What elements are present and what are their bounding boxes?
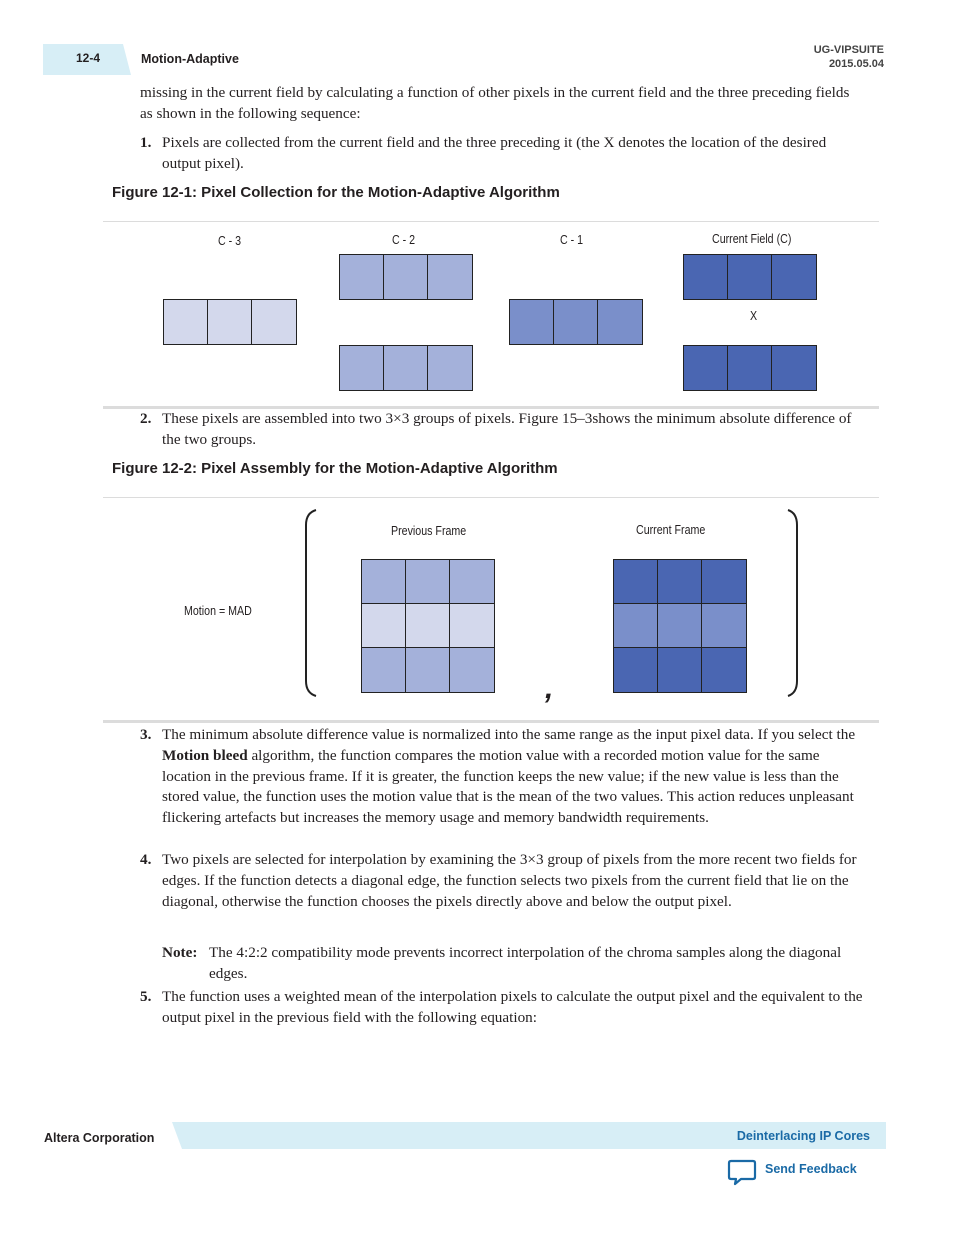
- figure-2-top-rule: [103, 497, 879, 498]
- step-number: 4.: [140, 851, 152, 868]
- feedback-icon[interactable]: [727, 1158, 757, 1186]
- pixel: [362, 604, 406, 648]
- step-1: [140, 133, 870, 175]
- separator-comma: ,: [545, 672, 554, 705]
- pixel: [554, 300, 598, 344]
- chapter-link[interactable]: Deinterlacing IP Cores: [736, 1129, 870, 1143]
- pixel: [614, 648, 658, 692]
- pixel: [658, 648, 702, 692]
- section-title: Motion-Adaptive: [141, 52, 239, 66]
- figure-1-title: Figure 12-1: Pixel Collection for the Motion-Adaptive Algorithm: [112, 184, 560, 201]
- step-text: These pixels are assembled into two 3×3 groups of pixels. Figure 15–3shows the minimum absolute difference of the two groups.: [162, 410, 852, 448]
- pixel: [428, 255, 472, 299]
- pixel: [406, 560, 450, 604]
- step-number: 1.: [140, 134, 152, 151]
- motion-mad-label: Motion = MAD: [184, 603, 252, 618]
- pixel: [702, 560, 746, 604]
- note: [162, 943, 867, 985]
- step-number: 3.: [140, 726, 152, 743]
- pixel: [598, 300, 642, 344]
- current-pixel-row-top: [683, 254, 817, 300]
- current-frame-label: Current Frame: [636, 522, 706, 537]
- label-x: X: [750, 308, 758, 323]
- doc-id: UG-VIPSUITE: [813, 44, 884, 56]
- pixel: [510, 300, 554, 344]
- pixel: [252, 300, 296, 344]
- pixel: [450, 560, 494, 604]
- previous-frame-label: Previous Frame: [391, 523, 467, 538]
- motion-bleed-term: Motion bleed: [162, 746, 248, 764]
- pixel: [362, 648, 406, 692]
- pixel: [684, 346, 728, 390]
- c2-pixel-row-bottom: [339, 345, 473, 391]
- doc-date: 2015.05.04: [828, 58, 884, 70]
- step-3: [140, 725, 870, 851]
- note-text: The 4:2:2 compatibility mode prevents incorrect interpolation of the chroma samples along the diagonal edges.: [209, 944, 842, 982]
- pixel: [702, 604, 746, 648]
- pixel: [658, 604, 702, 648]
- pixel: [406, 604, 450, 648]
- pixel: [702, 648, 746, 692]
- step-5: [140, 987, 870, 1029]
- step-4: [140, 850, 870, 934]
- doc-info: [814, 43, 884, 71]
- pixel: [362, 560, 406, 604]
- step-text: Two pixels are selected for interpolation by examining the 3×3 group of pixels from the more recent two fields for edges. If the function detects a diagonal edge, the function selects two pixels from the current field that lie on the diagonal, otherwise the function chooses the pixels directly above and below the output pixel.: [162, 851, 857, 910]
- pixel: [428, 346, 472, 390]
- pixel: [384, 255, 428, 299]
- pixel: [384, 346, 428, 390]
- send-feedback-link[interactable]: Send Feedback: [765, 1162, 857, 1176]
- pixel: [614, 560, 658, 604]
- c2-pixel-row-top: [339, 254, 473, 300]
- pixel: [728, 346, 772, 390]
- intro-paragraph: missing in the current field by calculating a function of other pixels in the current field and the three preceding fields as shown in the following sequence:: [140, 84, 850, 122]
- step-2: [140, 409, 870, 451]
- pixel: [450, 648, 494, 692]
- label-c2: C - 2: [392, 232, 416, 247]
- step-number: 2.: [140, 410, 152, 427]
- figure-1-top-rule: [103, 221, 879, 222]
- current-frame-grid: [613, 559, 747, 693]
- chapter-number: 12-4: [75, 51, 101, 65]
- label-c3: C - 3: [218, 233, 242, 248]
- pixel: [208, 300, 252, 344]
- c3-pixel-row: [163, 299, 297, 345]
- label-current-field: Current Field (C): [712, 231, 792, 246]
- pixel: [772, 346, 816, 390]
- note-label: Note:: [162, 944, 198, 961]
- pixel: [614, 604, 658, 648]
- company-name: Altera Corporation: [44, 1131, 155, 1145]
- pixel: [406, 648, 450, 692]
- pixel: [340, 255, 384, 299]
- label-c1: C - 1: [560, 232, 584, 247]
- step-text: The function uses a weighted mean of the interpolation pixels to calculate the output pixel and the equivalent to the output pixel in the previous field with the following equation:: [162, 988, 863, 1026]
- figure-2-bottom-rule: [103, 720, 879, 723]
- pixel: [164, 300, 208, 344]
- step-text: Pixels are collected from the current field and the three preceding it (the X denotes the location of the desired output pixel).: [162, 134, 827, 172]
- step-number: 5.: [140, 988, 152, 1005]
- figure-2-title: Figure 12-2: Pixel Assembly for the Motion-Adaptive Algorithm: [112, 460, 558, 477]
- pixel: [340, 346, 384, 390]
- step-text: The minimum absolute difference value is normalized into the same range as the input pixel data. If you select the Motion bleed algorithm, the function compares the motion value with a recorded motion value for the same location in the previous frame. If it is greater, the function keeps the new value; if the new value is less than the stored value, the function uses the motion value that is the mean of the two values. This action reduces unpleasant flickering artefacts but increases the memory usage and memory bandwidth requirements.: [162, 726, 856, 827]
- pixel: [658, 560, 702, 604]
- c1-pixel-row: [509, 299, 643, 345]
- current-pixel-row-bottom: [683, 345, 817, 391]
- pixel: [450, 604, 494, 648]
- pixel: [772, 255, 816, 299]
- previous-frame-grid: [361, 559, 495, 693]
- pixel: [728, 255, 772, 299]
- pixel: [684, 255, 728, 299]
